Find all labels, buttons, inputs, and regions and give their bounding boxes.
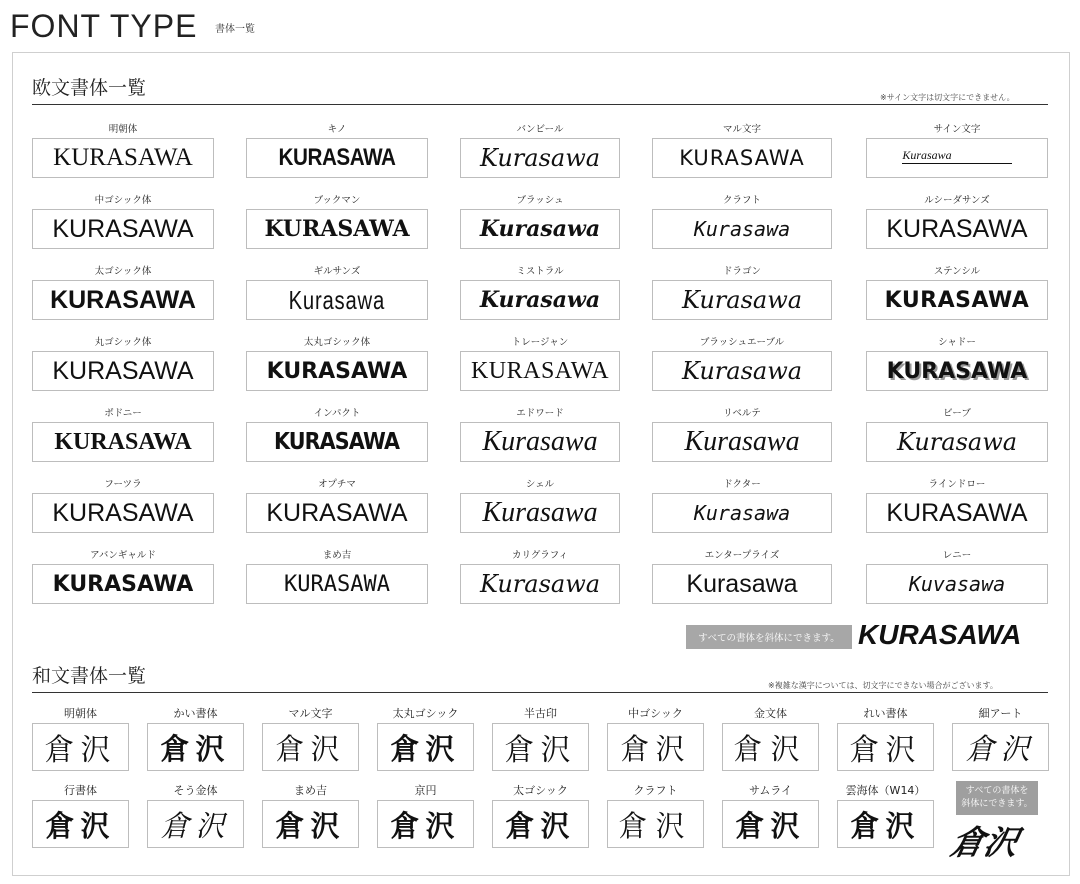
western-font-label: 明朝体 bbox=[108, 124, 138, 135]
japanese-font-sample-box bbox=[147, 800, 244, 848]
japanese-font-label: 太丸ゴシック bbox=[392, 707, 459, 720]
western-font-sample: Kurasawa bbox=[482, 426, 598, 457]
japanese-font-sample-box bbox=[722, 800, 819, 848]
japanese-font-sample-box bbox=[262, 800, 359, 848]
western-font-sample: KURASAWA bbox=[886, 358, 1028, 384]
western-section-note: ※サイン文字は切文字にできません。 bbox=[880, 93, 1015, 102]
japanese-font-sample-box bbox=[607, 723, 704, 771]
western-font-label: ミストラル bbox=[516, 266, 564, 277]
western-font-label: オプチマ bbox=[318, 479, 356, 490]
japanese-font-sample: 倉沢 bbox=[620, 731, 691, 766]
western-font-sample: Kurasawa bbox=[681, 286, 803, 314]
japanese-font-sample-box bbox=[952, 723, 1049, 771]
western-font-label: リベルテ bbox=[723, 408, 761, 419]
japanese-font-sample: 倉沢 bbox=[618, 808, 693, 843]
western-font-sample: Kurasawa bbox=[693, 217, 791, 241]
japanese-font-label: 半古印 bbox=[524, 707, 557, 720]
japanese-font-sample-box bbox=[837, 800, 934, 848]
japanese-italic-badge-line1: すべての書体を bbox=[965, 786, 1029, 796]
italic-badge: すべての書体を斜体にできます。 bbox=[686, 625, 852, 649]
western-font-sample-box bbox=[32, 209, 214, 249]
japanese-font-label: そう金体 bbox=[173, 784, 218, 797]
western-font-sample-box bbox=[246, 209, 428, 249]
western-font-sample: Kurasawa bbox=[479, 144, 601, 172]
japanese-section-note: ※複雑な漢字については、切文字にできない場合がございます。 bbox=[768, 681, 998, 690]
western-font-sample-box bbox=[652, 422, 832, 462]
western-font-sample: Kuvasawa bbox=[908, 572, 1006, 596]
western-font-label: エドワード bbox=[516, 408, 564, 419]
western-font-sample-box bbox=[652, 493, 832, 533]
western-font-label: レニー bbox=[942, 550, 972, 561]
japanese-font-sample-box bbox=[32, 723, 129, 771]
western-font-sample-box bbox=[246, 138, 428, 178]
western-font-sample: KURASAWA bbox=[278, 144, 396, 171]
western-font-sample: Kurasawa bbox=[693, 501, 791, 525]
western-font-sample: KURASAWA bbox=[266, 498, 408, 527]
western-font-label: ルシーダサンズ bbox=[924, 195, 990, 206]
japanese-italic-sample: 倉沢 bbox=[947, 823, 1022, 862]
western-font-label: 太丸ゴシック体 bbox=[303, 337, 371, 348]
japanese-font-label: かい書体 bbox=[173, 707, 218, 720]
western-font-sample-box bbox=[460, 209, 620, 249]
western-font-sample: KURASAWA bbox=[52, 356, 194, 385]
western-font-sample: KURASAWA bbox=[54, 428, 192, 455]
western-font-sample: KURASAWA bbox=[470, 357, 610, 384]
western-font-sample-box bbox=[32, 351, 214, 391]
western-font-label: カリグラフィ bbox=[511, 550, 569, 561]
western-font-sample-box bbox=[460, 138, 620, 178]
western-font-sample: KURASAWA bbox=[52, 498, 194, 527]
japanese-font-sample: 倉沢 bbox=[735, 808, 806, 843]
japanese-font-sample: 倉沢 bbox=[160, 808, 231, 843]
western-font-sample-box bbox=[652, 280, 832, 320]
western-font-label: 中ゴシック体 bbox=[94, 195, 152, 206]
japanese-font-sample: 倉沢 bbox=[733, 731, 808, 766]
western-font-sample-box bbox=[866, 351, 1048, 391]
western-font-sample: KURASAWA bbox=[284, 571, 390, 597]
western-font-label: ギルサンズ bbox=[313, 266, 361, 277]
western-font-sample-box bbox=[460, 351, 620, 391]
western-font-sample: Kurasawa bbox=[684, 426, 800, 457]
japanese-italic-badge-line2: 斜体にできます。 bbox=[961, 799, 1033, 809]
western-font-sample: KURASAWA bbox=[52, 571, 194, 597]
western-font-sample-box bbox=[460, 280, 620, 320]
western-font-sample: Kurasawa bbox=[288, 284, 386, 315]
western-font-sample-box bbox=[652, 564, 832, 604]
japanese-font-sample-box bbox=[837, 723, 934, 771]
western-font-label: マル文字 bbox=[722, 124, 761, 135]
japanese-font-sample-box bbox=[262, 723, 359, 771]
japanese-font-sample: 倉沢 bbox=[390, 731, 461, 766]
japanese-font-sample-box bbox=[492, 723, 589, 771]
western-font-label: インパクト bbox=[313, 408, 361, 419]
western-font-sample: Kurasawa bbox=[479, 287, 601, 313]
western-font-sample: KURASAWA bbox=[266, 358, 408, 384]
western-font-label: クラフト bbox=[722, 195, 761, 206]
western-font-sample: KURASAWA bbox=[679, 146, 805, 170]
japanese-font-sample: 倉沢 bbox=[390, 808, 461, 843]
japanese-font-label: 金文体 bbox=[754, 707, 787, 720]
western-font-sample-box bbox=[32, 493, 214, 533]
western-font-label: ブラッシュエーブル bbox=[699, 337, 785, 348]
western-font-sample-box bbox=[246, 493, 428, 533]
western-font-sample-box bbox=[460, 493, 620, 533]
western-font-sample: KURASAWA bbox=[886, 498, 1028, 527]
page-subtitle: 書体一覧 bbox=[215, 24, 255, 35]
western-font-sample-box bbox=[32, 280, 214, 320]
japanese-font-label: 京円 bbox=[414, 784, 437, 797]
western-font-sample: Kurasawa bbox=[482, 497, 598, 528]
japanese-font-sample: 倉沢 bbox=[850, 808, 921, 843]
japanese-font-label: 太ゴシック bbox=[513, 784, 568, 797]
western-font-sample: Kurasawa bbox=[479, 216, 601, 242]
japanese-font-sample: 倉沢 bbox=[275, 731, 346, 766]
western-font-sample-box bbox=[866, 493, 1048, 533]
western-font-sample: KURASAWA bbox=[50, 285, 196, 314]
western-font-sample-box bbox=[32, 138, 214, 178]
western-section-divider bbox=[32, 104, 1048, 105]
japanese-font-sample-box bbox=[377, 800, 474, 848]
western-font-sample-box bbox=[866, 209, 1048, 249]
western-font-sample-box bbox=[652, 351, 832, 391]
western-font-label: トレージャン bbox=[511, 337, 569, 348]
western-font-sample-box bbox=[652, 138, 832, 178]
western-font-sample: KURASAWA bbox=[53, 144, 193, 171]
japanese-font-label: 細アート bbox=[978, 707, 1023, 720]
western-font-label: フーツラ bbox=[104, 479, 142, 490]
western-font-label: ドラゴン bbox=[722, 266, 761, 277]
japanese-font-sample-box bbox=[32, 800, 129, 848]
western-font-sample-box bbox=[246, 351, 428, 391]
western-font-label: ビーブ bbox=[943, 408, 971, 419]
japanese-font-sample: 倉沢 bbox=[849, 733, 922, 768]
japanese-font-sample: 倉沢 bbox=[965, 731, 1036, 766]
western-font-sample: KURASAWA bbox=[884, 287, 1030, 313]
western-font-label: サイン文字 bbox=[933, 124, 981, 135]
western-font-label: 丸ゴシック体 bbox=[94, 337, 152, 348]
western-font-sample: Kurasawa bbox=[896, 428, 1018, 456]
japanese-font-label: クラフト bbox=[633, 784, 678, 797]
italic-sample: KURASAWA bbox=[858, 619, 1022, 650]
western-font-label: アバンギャルド bbox=[90, 550, 156, 561]
japanese-font-label: 明朝体 bbox=[64, 707, 97, 720]
japanese-font-sample-box bbox=[377, 723, 474, 771]
western-font-sample: Kurasawa bbox=[686, 569, 798, 598]
japanese-font-sample: 倉沢 bbox=[44, 733, 117, 768]
western-font-sample: KURASAWA bbox=[264, 216, 410, 242]
japanese-section-divider bbox=[32, 692, 1048, 693]
western-font-sample: KURASAWA bbox=[52, 214, 194, 243]
western-section-title: 欧文書体一覧 bbox=[32, 77, 147, 99]
western-font-label: ステンシル bbox=[933, 266, 981, 277]
western-font-label: ボドニー bbox=[104, 408, 142, 419]
japanese-font-label: サムライ bbox=[748, 784, 793, 797]
western-font-label: シャドー bbox=[938, 337, 976, 348]
western-font-label: まめ吉 bbox=[322, 550, 352, 561]
western-font-label: ラインドロー bbox=[928, 479, 986, 490]
japanese-font-label: まめ吉 bbox=[294, 784, 327, 797]
western-font-sample: Kurasawa bbox=[681, 357, 803, 385]
western-font-sample-box bbox=[866, 564, 1048, 604]
japanese-font-label: 中ゴシック bbox=[628, 707, 683, 720]
japanese-font-label: マル文字 bbox=[288, 707, 333, 720]
japanese-font-sample: 倉沢 bbox=[275, 808, 346, 843]
western-font-label: ブックマン bbox=[313, 195, 361, 206]
japanese-font-label: 雲海体（W14） bbox=[845, 784, 926, 797]
western-font-label: エンタープライズ bbox=[704, 550, 780, 561]
japanese-font-label: れい書体 bbox=[863, 707, 908, 720]
western-font-sample-box bbox=[866, 138, 1048, 178]
western-font-sample-box bbox=[652, 209, 832, 249]
western-font-sample: Kurasawa bbox=[479, 570, 601, 598]
japanese-font-sample-box bbox=[607, 800, 704, 848]
japanese-italic-badge bbox=[956, 781, 1038, 815]
japanese-font-sample-box bbox=[147, 723, 244, 771]
japanese-font-sample: 倉沢 bbox=[45, 808, 116, 843]
japanese-font-sample: 倉沢 bbox=[160, 731, 231, 766]
western-font-sample: KURASAWA bbox=[886, 214, 1028, 243]
japanese-font-sample: 倉沢 bbox=[504, 733, 577, 768]
page-title: FONT TYPE bbox=[10, 8, 198, 44]
western-font-label: キノ bbox=[327, 124, 347, 135]
japanese-font-sample: 倉沢 bbox=[505, 808, 576, 843]
western-font-sample-box bbox=[32, 564, 214, 604]
western-font-sample-box bbox=[246, 564, 428, 604]
japanese-font-sample-box bbox=[722, 723, 819, 771]
western-font-sample-box bbox=[460, 422, 620, 462]
western-font-label: ドクター bbox=[723, 479, 761, 490]
japanese-section-title: 和文書体一覧 bbox=[32, 665, 147, 687]
western-font-label: バンビール bbox=[516, 124, 564, 135]
western-font-sample-box bbox=[460, 564, 620, 604]
western-font-sample-box bbox=[32, 422, 214, 462]
western-font-sample: KURASAWA bbox=[274, 429, 400, 455]
japanese-font-label: 行書体 bbox=[64, 784, 97, 797]
western-font-sample-box bbox=[246, 422, 428, 462]
western-font-label: ブラッシュ bbox=[516, 195, 564, 206]
western-font-sample-box bbox=[246, 280, 428, 320]
western-font-label: 太ゴシック体 bbox=[94, 266, 152, 277]
western-font-label: シェル bbox=[525, 479, 555, 490]
western-font-sample-box bbox=[866, 422, 1048, 462]
western-font-sample: Kurasawa bbox=[902, 148, 1011, 164]
western-font-sample-box bbox=[866, 280, 1048, 320]
japanese-font-sample-box bbox=[492, 800, 589, 848]
